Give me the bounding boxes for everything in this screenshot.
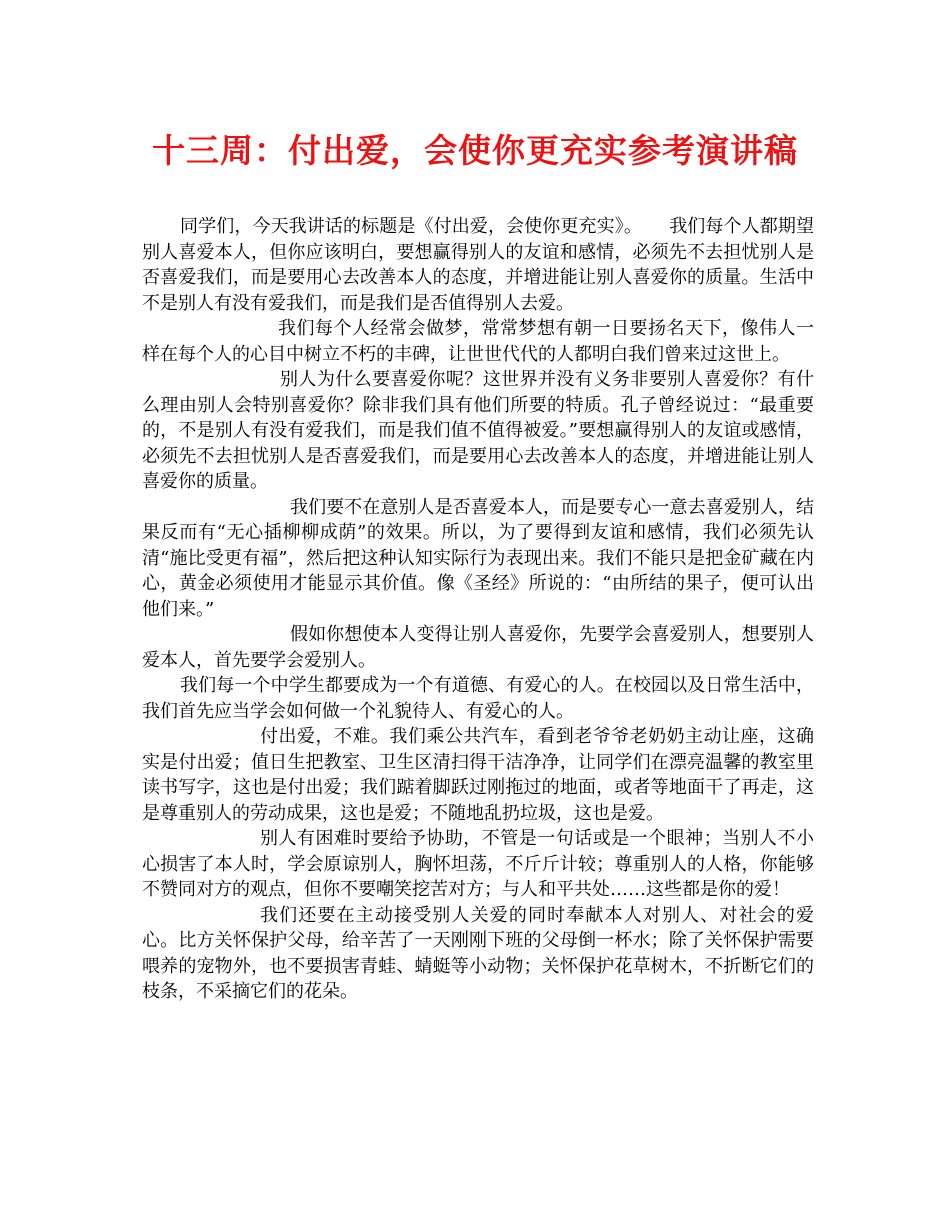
- paragraph-9: 我们还要在主动接受别人关爱的同时奉献本人对别人、对社会的爱心。比方关怀保护父母，给辛苦了一天刚刚下班的父母倒一杯水；除了关怀保护需要喂养的宠物外，也不要损害青蛙、蜻蜓等小动物；关怀保护花草树木，不折断它们的枝条，不采摘它们的花朵。: [142, 904, 814, 1002]
- paragraph-5: 假如你想使本人变得让别人喜爱你，先要学会喜爱别人，想要别人爱本人，首先要学会爱别人。: [142, 624, 814, 671]
- paragraph-3: 别人为什么要喜爱你呢？这世界并没有义务非要别人喜爱你？有什么理由别人会特别喜爱你？除非我们具有他们所要的特质。孔子曾经说过：“最重要的，不是别人有没有爱我们，而是我们值不值得被爱。”要想赢得别人的友谊或感情，必须先不去担忧别人是否喜爱我们，而是要用心去改善本人的态度，并增进能让别人喜爱你的质量。: [142, 369, 814, 492]
- document-body: [142, 214, 814, 1005]
- paragraph-2: 我们每个人经常会做梦，常常梦想有朝一日要扬名天下，像伟人一样在每个人的心目中树立不朽的丰碑，让世世代代的人都明白我们曾来过这世上。: [142, 318, 814, 365]
- document-title: 十三周：付出爱，会使你更充实参考演讲稿: [152, 131, 798, 170]
- paragraph-4: 我们要不在意别人是否喜爱本人，而是要专心一意去喜爱别人，结果反而有“无心插柳柳成荫”的效果。所以，为了要得到友谊和感情，我们必须先认清“施比受更有福”，然后把这种认知实际行为表现出来。我们不能只是把金矿藏在内心，黄金必须使用才能显示其价值。像《圣经》所说的：“由所结的果子，便可认出他们来。”: [142, 496, 814, 620]
- paragraph-6: 我们每一个中学生都要成为一个有道德、有爱心的人。在校园以及日常生活中，我们首先应当学会如何做一个礼貌待人、有爱心的人。: [142, 675, 814, 722]
- paragraph-1: 同学们，今天我讲话的标题是《付出爱，会使你更充实》。 我们每个人都期望别人喜爱本人，但你应该明白，要想赢得别人的友谊和感情，必须先不去担忧别人是否喜爱我们，而是要用心去改善本人的态度，并增进能让别人喜爱你的质量。生活中不是别人有没有爱我们，而是我们是否值得别人去爱。: [142, 216, 814, 314]
- paragraph-8: 别人有困难时要给予协助，不管是一句话或是一个眼神；当别人不小心损害了本人时，学会原谅别人，胸怀坦荡，不斤斤计较；尊重别人的人格，你能够不赞同对方的观点，但你不要嘲笑挖苦对方；与人和平共处……这些都是你的爱！: [142, 828, 814, 900]
- paragraph-7: 付出爱，不难。我们乘公共汽车，看到老爷爷老奶奶主动让座，这确实是付出爱；值日生把教室、卫生区清扫得干洁净净，让同学们在漂亮温馨的教室里读书写字，这也是付出爱；我们踮着脚跃过刚拖过的地面，或者等地面干了再走，这是尊重别人的劳动成果，这也是爱；不随地乱扔垃圾，这也是爱。: [142, 726, 814, 824]
